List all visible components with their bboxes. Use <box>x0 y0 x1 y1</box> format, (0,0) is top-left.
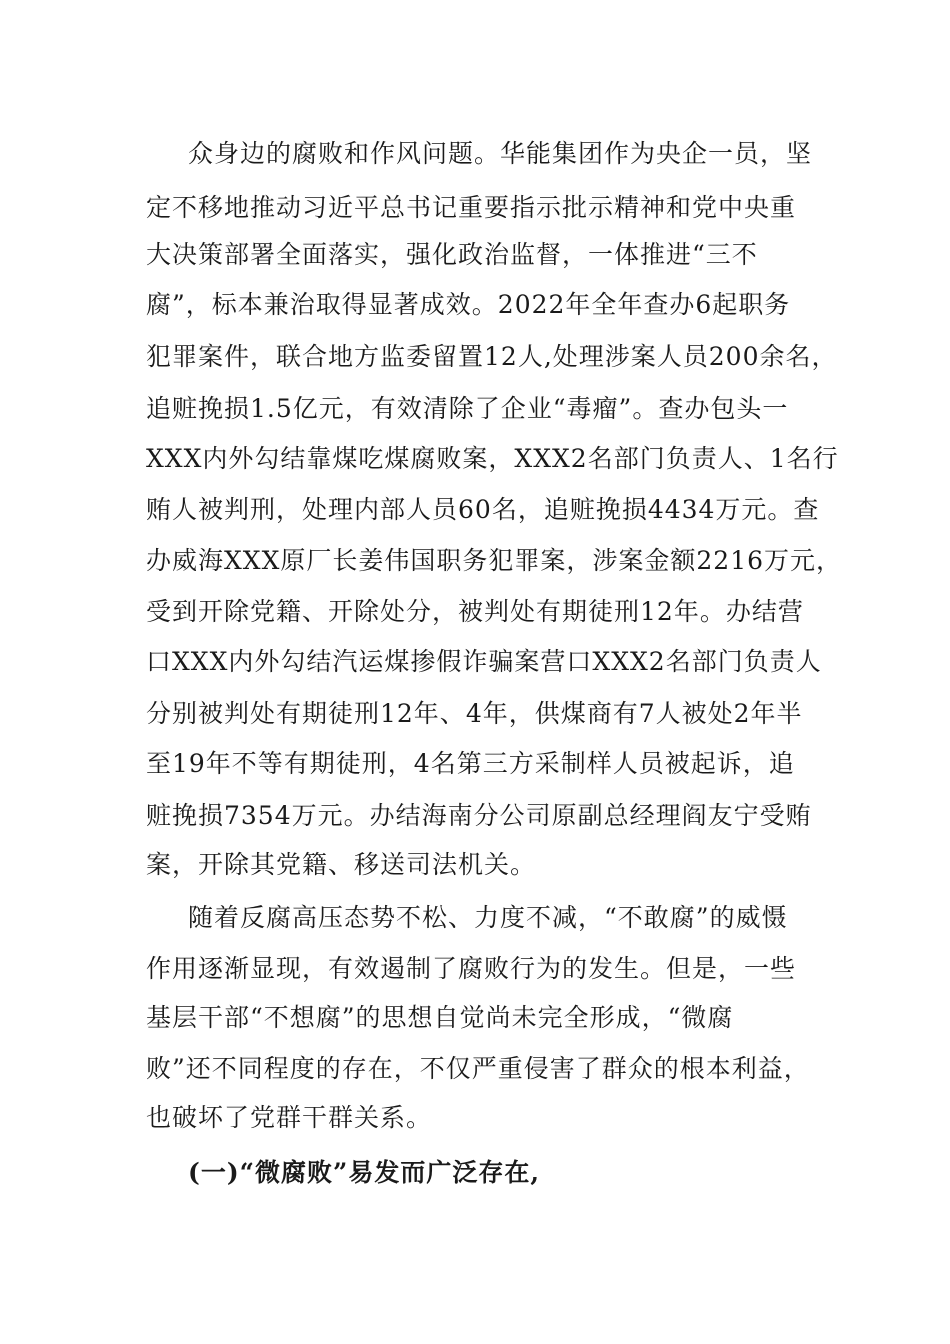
paragraph-1-line-14: 赃挽损7354万元。办结海南分公司原副总经理阎友宁受贿 <box>146 801 812 830</box>
paragraph-2-line-1: 随着反腐高压态势不松、力度不减，“不敢腐”的威慑 <box>188 903 788 932</box>
paragraph-2-line-2: 作用逐渐显现，有效遏制了腐败行为的发生。但是，一些 <box>146 954 797 983</box>
paragraph-2-line-5: 也破坏了党群干群关系。 <box>146 1103 433 1132</box>
paragraph-1-line-5: 犯罪案件，联合地方监委留置12人,处理涉案人员200余名， <box>146 342 838 371</box>
paragraph-1-line-2: 定不移地推动习近平总书记重要指示批示精神和党中央重 <box>146 193 797 222</box>
paragraph-1-line-8: 贿人被判刑，处理内部人员60名，追赃挽损4434万元。查 <box>146 495 820 524</box>
paragraph-1-line-4: 腐”，标本兼治取得显著成效。2022年全年查办6起职务 <box>146 290 791 319</box>
paragraph-1-line-12: 分别被判处有期徒刑12年、4年，供煤商有7人被处2年半 <box>146 699 803 728</box>
paragraph-1-line-9: 办威海XXX原厂长姜伟国职务犯罪案，涉案金额2216万元， <box>146 546 843 575</box>
paragraph-1-line-10: 受到开除党籍、开除处分，被判处有期徒刑12年。办结营 <box>146 597 804 626</box>
paragraph-1-line-7: XXX内外勾结靠煤吃煤腐败案，XXX2名部门负责人、1名行 <box>146 444 839 473</box>
paragraph-1-line-6: 追赃挽损1.5亿元，有效清除了企业“毒瘤”。查办包头一 <box>146 394 789 423</box>
paragraph-1-line-1: 众身边的腐败和作风问题。华能集团作为央企一员，坚 <box>188 139 813 168</box>
paragraph-1-line-11: 口XXX内外勾结汽运煤掺假诈骗案营口XXX2名部门负责人 <box>146 647 822 676</box>
paragraph-1-line-15: 案，开除其党籍、移送司法机关。 <box>146 850 537 879</box>
section-heading: (一)“微腐败”易发而广泛存在, <box>188 1158 541 1187</box>
paragraph-1-line-3: 大决策部署全面落实，强化政治监督，一体推进“三不 <box>146 240 758 269</box>
paragraph-2-line-4: 败”还不同程度的存在，不仅严重侵害了群众的根本利益， <box>146 1054 810 1083</box>
paragraph-2-line-3: 基层干部“不想腐”的思想自觉尚未完全形成，“微腐 <box>146 1003 734 1032</box>
paragraph-1-line-13: 至19年不等有期徒刑，4名第三方采制样人员被起诉，追 <box>146 749 795 778</box>
